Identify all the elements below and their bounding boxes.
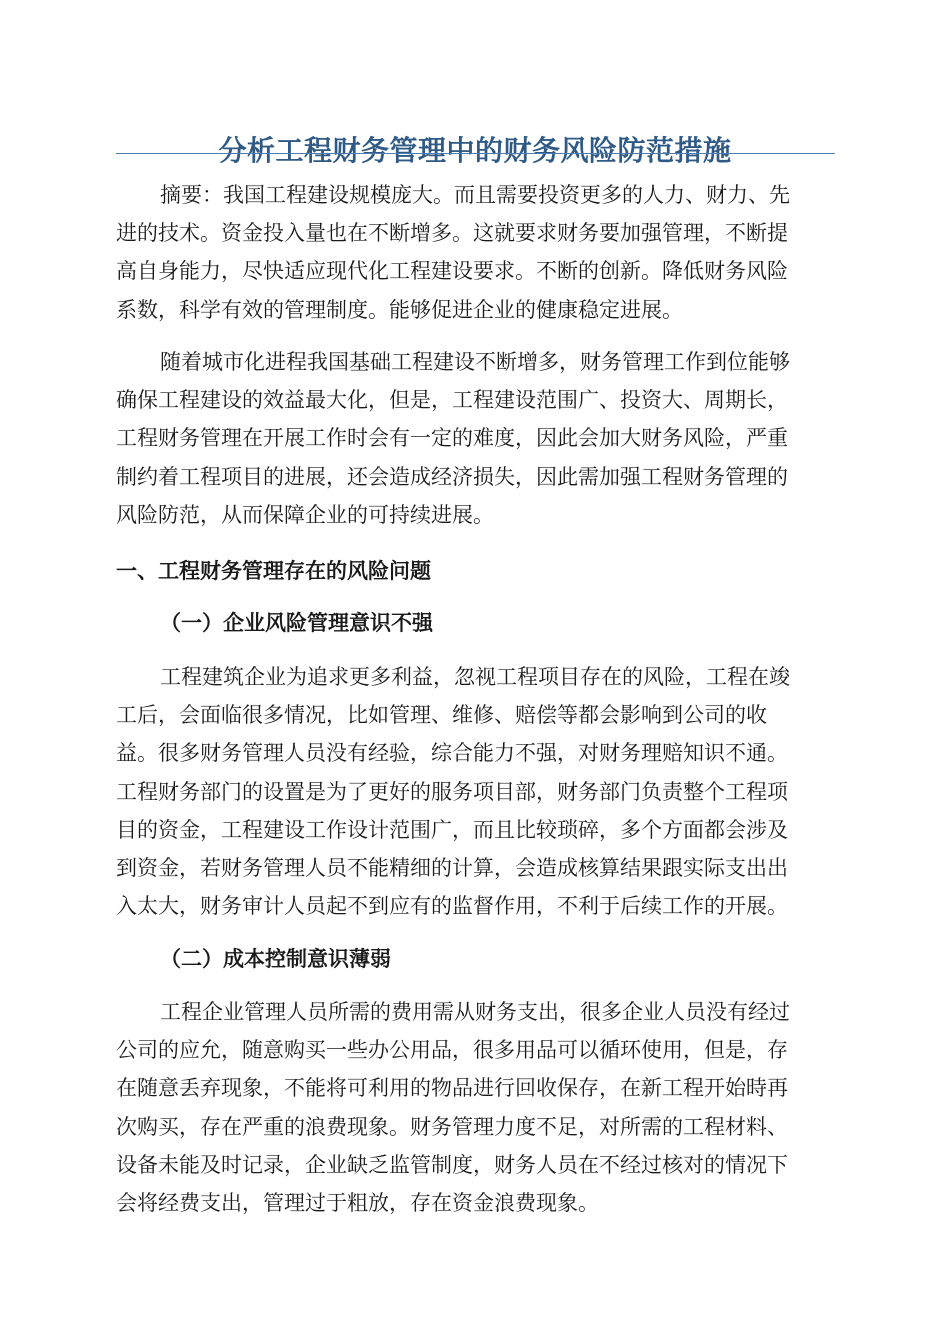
text-line: 入太大，财务审计人员起不到应有的监督作用，不利于后续工作的开展。 (116, 894, 788, 919)
text-line: 工程建筑企业为追求更多利益，忽视工程项目存在的风险，工程在竣 (160, 665, 790, 689)
text-line: 随着城市化进程我国基础工程建设不断增多，财务管理工作到位能够 (160, 350, 790, 374)
text-line: 在随意丢弃现象，不能将可利用的物品进行回收保存，在新工程开始時再 (116, 1076, 788, 1101)
text-line: 目的资金，工程建设工作设计范围广，而且比较琐碎，多个方面都会涉及 (116, 817, 788, 842)
text-line: 制约着工程项目的进展，还会造成经济损失，因此需加强工程财务管理的 (116, 464, 788, 489)
subsection1-paragraph (116, 658, 835, 925)
subsection2-paragraph (116, 993, 835, 1222)
section-heading: 一、工程财务管理存在的风险问题 (116, 559, 431, 583)
text-line: 工程财务部门的设置是为了更好的服务项目部，财务部门负责整个工程项 (116, 779, 788, 804)
text-line: 会将经费支出，管理过于粗放，存在资金浪费现象。 (116, 1190, 599, 1215)
text-line: 到资金，若财务管理人员不能精细的计算，会造成核算结果跟实际支出出 (116, 855, 788, 880)
intro-paragraph (116, 343, 835, 534)
text-line: 工后，会面临很多情况，比如管理、维修、赔偿等都会影响到公司的收 (116, 703, 767, 728)
text-line: 确保工程建设的效益最大化，但是，工程建设范围广、投资大、周期长， (116, 388, 788, 413)
text-line: 公司的应允，随意购买一些办公用品，很多用品可以循环使用，但是，存 (116, 1038, 788, 1063)
text-line: 风险防范，从而保障企业的可持续进展。 (116, 502, 494, 527)
subsection-heading: （二）成本控制意识薄弱 (160, 946, 391, 971)
subsection-heading: （一）企业风险管理意识不强 (160, 610, 433, 635)
abstract-paragraph (116, 176, 835, 329)
document-title: 分析工程财务管理中的财务风险防范措施 (218, 133, 732, 167)
text-line: 工程财务管理在开展工作时会有一定的难度，因此会加大财务风险，严重 (116, 426, 788, 451)
text-line: 次购买，存在严重的浪费现象。财务管理力度不足，对所需的工程材料、 (116, 1114, 788, 1139)
title-underline (116, 153, 835, 154)
text-line: 益。很多财务管理人员没有经验，综合能力不强，对财务理赔知识不通。 (116, 741, 788, 766)
text-line: 工程企业管理人员所需的费用需从财务支出，很多企业人员没有经过 (160, 1000, 790, 1024)
text-line: 设备未能及时记录，企业缺乏监管制度，财务人员在不经过核对的情况下 (116, 1152, 788, 1177)
text-line: 系数，科学有效的管理制度。能够促进企业的健康稳定进展。 (116, 297, 683, 322)
text-line: 进的技术。资金投入量也在不断增多。这就要求财务要加强管理，不断提 (116, 221, 788, 246)
text-line: 摘要：我国工程建设规模庞大。而且需要投资更多的人力、财力、先 (160, 183, 790, 207)
text-line: 高自身能力，尽快适应现代化工程建设要求。不断的创新。降低财务风险 (116, 259, 788, 284)
